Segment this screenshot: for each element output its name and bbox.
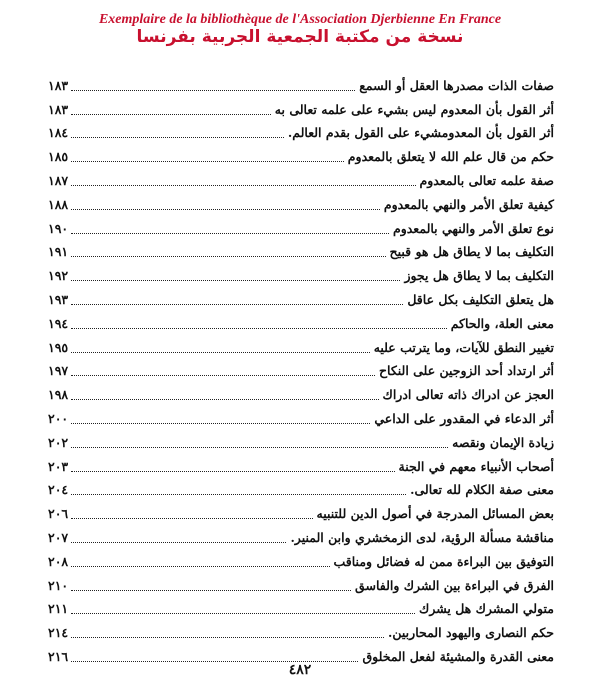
toc-entry [48, 284, 554, 308]
dot-leader [71, 518, 312, 519]
toc-entry-page: ١٩٣ [48, 291, 69, 307]
toc-entry-page: ٢٠٨ [48, 553, 69, 569]
dot-leader [71, 471, 394, 472]
dot-leader [71, 375, 375, 376]
toc-entry [48, 308, 554, 332]
page-number: ٤٨٢ [288, 662, 312, 678]
toc-entry-page: ١٩٧ [48, 363, 69, 379]
dot-leader [71, 590, 351, 591]
dot-leader [71, 447, 448, 448]
dot-leader [71, 161, 344, 162]
dot-leader [71, 137, 284, 138]
toc-entry-title: التكليف بما لا يطاق هل يجوز [404, 268, 554, 284]
toc-entry [48, 403, 554, 427]
toc-entry [48, 546, 554, 570]
toc-entry-title: أثر القول بأن المعدوم ليس بشيء على علمه تعالى به [274, 101, 554, 117]
toc-entry [48, 522, 554, 546]
toc-entry-title: بعض المسائل المدرجة في أصول الدين للتنبيه [316, 506, 554, 522]
dot-leader [71, 209, 380, 210]
toc-entry-title: نوع تعلق الأمر والنهي بالمعدوم [392, 220, 554, 236]
toc-entry-page: ٢١١ [48, 601, 69, 617]
toc-entry-title: هل يتعلق التكليف بكل عاقل [407, 291, 554, 307]
toc-entry-page: ١٩٤ [48, 315, 69, 331]
toc-entry [48, 332, 554, 356]
toc-entry [48, 165, 554, 189]
toc-entry-page: ١٨٤ [48, 125, 69, 141]
dot-leader [71, 233, 389, 234]
toc-entry-page: ١٨٣ [48, 101, 69, 117]
library-stamp-latin: Exemplaire de la bibliothèque de l'Association Djerbienne En France [98, 12, 502, 27]
dot-leader [71, 114, 271, 115]
toc-entry-title: حكم من قال علم الله لا يتعلق بالمعدوم [347, 149, 554, 165]
toc-entry [48, 213, 554, 237]
toc-entry [48, 451, 554, 475]
toc-entry-title: زيادة الإيمان ونقصه [452, 434, 554, 450]
toc-entry-page: ١٨٧ [48, 172, 69, 188]
toc-entry-page: ٢٠٢ [48, 434, 69, 450]
toc-entry-page: ٢٠٦ [48, 506, 69, 522]
toc-entry-page: ١٨٥ [48, 149, 69, 165]
toc-entry-title: متولي المشرك هل يشرك [419, 601, 554, 617]
toc-entry-page: ٢١٤ [48, 625, 69, 641]
toc-entry-title: التوفيق بين البراءة ممن له فضائل ومناقب [333, 553, 554, 569]
toc-entry-page: ١٩٥ [48, 339, 69, 355]
dot-leader [71, 304, 403, 305]
dot-leader [71, 613, 415, 614]
dot-leader [71, 256, 385, 257]
toc-entry-title: الفرق في البراءة بين الشرك والفاسق [355, 577, 554, 593]
dot-leader [71, 280, 400, 281]
toc-entry-title: أثر القول بأن المعدومشيء على القول بقدم العالم. [287, 125, 554, 141]
toc-entry-page: ١٨٣ [48, 77, 69, 93]
toc-entry-title: مناقشة مسألة الرؤية، لدى الزمخشري وابن المنير. [290, 529, 554, 545]
toc-entry-page: ١٨٨ [48, 196, 69, 212]
toc-entry-title: معنى صفة الكلام لله تعالى. [410, 482, 554, 498]
table-of-contents [48, 70, 554, 665]
toc-entry-page: ١٩٠ [48, 220, 69, 236]
toc-entry [48, 570, 554, 594]
dot-leader [71, 328, 447, 329]
toc-entry-page: ٢٠٣ [48, 458, 69, 474]
toc-entry-title: أثر ارتداد أحد الزوجين على النكاح [378, 363, 554, 379]
toc-entry-title: صفات الذات مصدرها العقل أو السمع [359, 77, 554, 93]
toc-entry [48, 237, 554, 261]
toc-entry [48, 189, 554, 213]
toc-entry [48, 427, 554, 451]
toc-entry-page: ١٩١ [48, 244, 69, 260]
toc-entry-title: أصحاب الأنبياء معهم في الجنة [398, 458, 554, 474]
toc-entry-page: ٢٠٤ [48, 482, 69, 498]
toc-entry-title: صفة علمه تعالى بالمعدوم [419, 172, 554, 188]
toc-entry-page: ٢١٠ [48, 577, 69, 593]
toc-entry [48, 617, 554, 641]
toc-entry-title: العجز عن ادراك ذاته تعالى ادراك [382, 387, 554, 403]
dot-leader [71, 399, 378, 400]
toc-entry [48, 594, 554, 618]
toc-entry [48, 356, 554, 380]
dot-leader [71, 90, 355, 91]
toc-entry [48, 70, 554, 94]
dot-leader [71, 566, 329, 567]
toc-entry-title: معنى القدرة والمشيئة لفعل المخلوق [362, 648, 554, 664]
toc-entry [48, 260, 554, 284]
library-stamp-arabic: نسخة من مكتبة الجمعية الجربية بفرنسا [136, 27, 464, 47]
toc-entry-page: ١٩٨ [48, 387, 69, 403]
dot-leader [71, 637, 384, 638]
dot-leader [71, 494, 406, 495]
toc-entry [48, 118, 554, 142]
toc-entry [48, 498, 554, 522]
toc-entry-page: ٢٠٠ [48, 410, 69, 426]
dot-leader [71, 185, 415, 186]
toc-entry-page: ٢٠٧ [48, 529, 69, 545]
toc-entry [48, 141, 554, 165]
dot-leader [71, 352, 370, 353]
toc-entry [48, 379, 554, 403]
toc-entry-title: تغيير النطق للآيات، وما يترتب عليه [373, 339, 554, 355]
dot-leader [71, 542, 286, 543]
toc-entry-page: ٢١٦ [48, 648, 69, 664]
toc-entry-title: حكم النصارى واليهود المحاربين. [388, 625, 554, 641]
dot-leader [71, 423, 370, 424]
toc-entry-page: ١٩٢ [48, 268, 69, 284]
toc-entry [48, 94, 554, 118]
toc-entry-title: أثر الدعاء في المقدور على الداعي [374, 410, 554, 426]
toc-entry-title: التكليف بما لا يطاق هل هو قبيح [389, 244, 554, 260]
toc-entry-title: كيفية تعلق الأمر والنهي بالمعدوم [383, 196, 554, 212]
toc-entry [48, 475, 554, 499]
toc-entry-title: معنى العلة، والحاكم [450, 315, 554, 331]
